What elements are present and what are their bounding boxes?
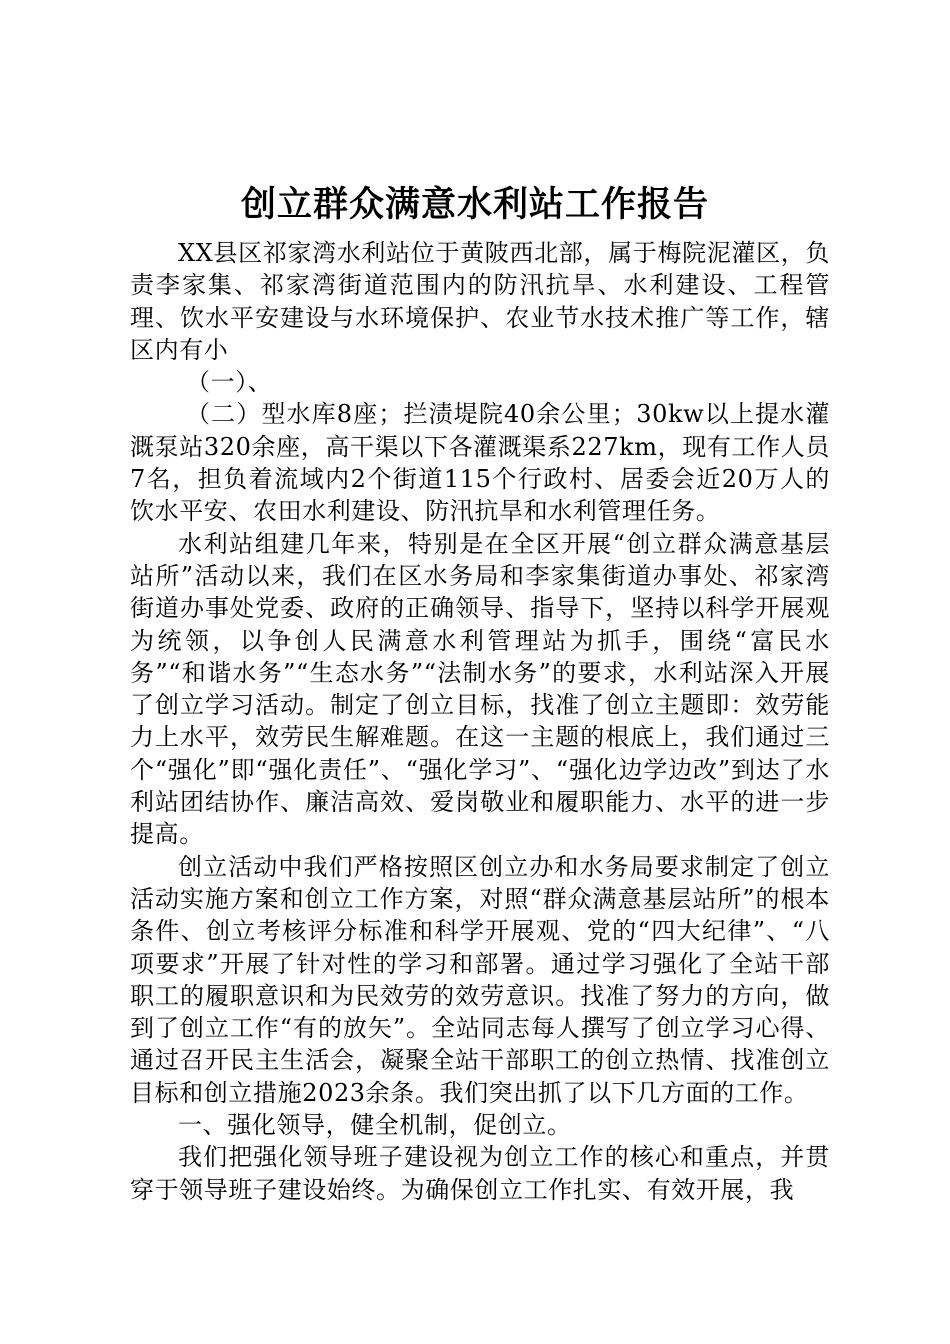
- document-body: [130, 237, 830, 1206]
- paragraph-activities: 创立活动中我们严格按照区创立办和水务局要求制定了创立活动实施方案和创立工作方案，对照“群众满意基层站所”的根本条件、创立考核评分标准和科学开展观、党的“四大纪律”、“八项要求”开展了针对性的学习和部署。通过学习强化了全站干部职工的履职意识和为民效劳的效劳意识。找准了努力的方向，做到了创立工作“有的放矢”。全站同志每人撰写了创立学习心得、通过召开民主生活会，凝聚全站干部职工的创立热情、找准创立目标和创立措施2023余条。我们突出抓了以下几方面的工作。: [130, 852, 830, 1107]
- paragraph-item-1: （一）、: [186, 368, 273, 397]
- paragraph-intro: XX县区祁家湾水利站位于黄陂西北部，属于梅院泥灌区，负责李家集、祁家湾街道范围内的防汛抗旱、水利建设、工程管理、饮水平安建设与水环境保护、农业节水技术推广等工作，辖区内有小: [130, 239, 830, 364]
- document-title: 创立群众满意水利站工作报告: [240, 185, 709, 225]
- section-heading-1: 一、强化领导，健全机制，促创立。: [178, 1111, 572, 1140]
- paragraph-item-2: （二）型水库8座；拦渍堤院40余公里；30kw以上提水灌溉泵站320余座，高干渠以下各灌溉渠系227km，现有工作人员7名，担负着流域内2个街道115个行政村、居委会近20万人的饮水平安、农田水利建设、防汛抗旱和水利管理任务。: [130, 400, 830, 526]
- paragraph-background: 水利站组建几年来，特别是在全区开展“创立群众满意基层站所”活动以来，我们在区水务局和李家集街道办事处、祁家湾街道办事处党委、政府的正确领导、指导下，坚持以科学开展观为统领，以争创人民满意水利管理站为抓手，围绕“富民水务”“和谐水务”“生态水务”“法制水务”的要求，水利站深入开展了创立学习活动。制定了创立目标，找准了创立主题即：效劳能力上水平，效劳民生解难题。在这一主题的根底上，我们通过三个“强化”即“强化责任”、“强化学习”、“强化边学边改”到达了水利站团结协作、廉洁高效、爱岗敬业和履职能力、水平的进一步提高。: [130, 529, 830, 849]
- paragraph-leadership: 我们把强化领导班子建设视为创立工作的核心和重点，并贯穿于领导班子建设始终。为确保创立工作扎实、有效开展，我: [130, 1143, 830, 1204]
